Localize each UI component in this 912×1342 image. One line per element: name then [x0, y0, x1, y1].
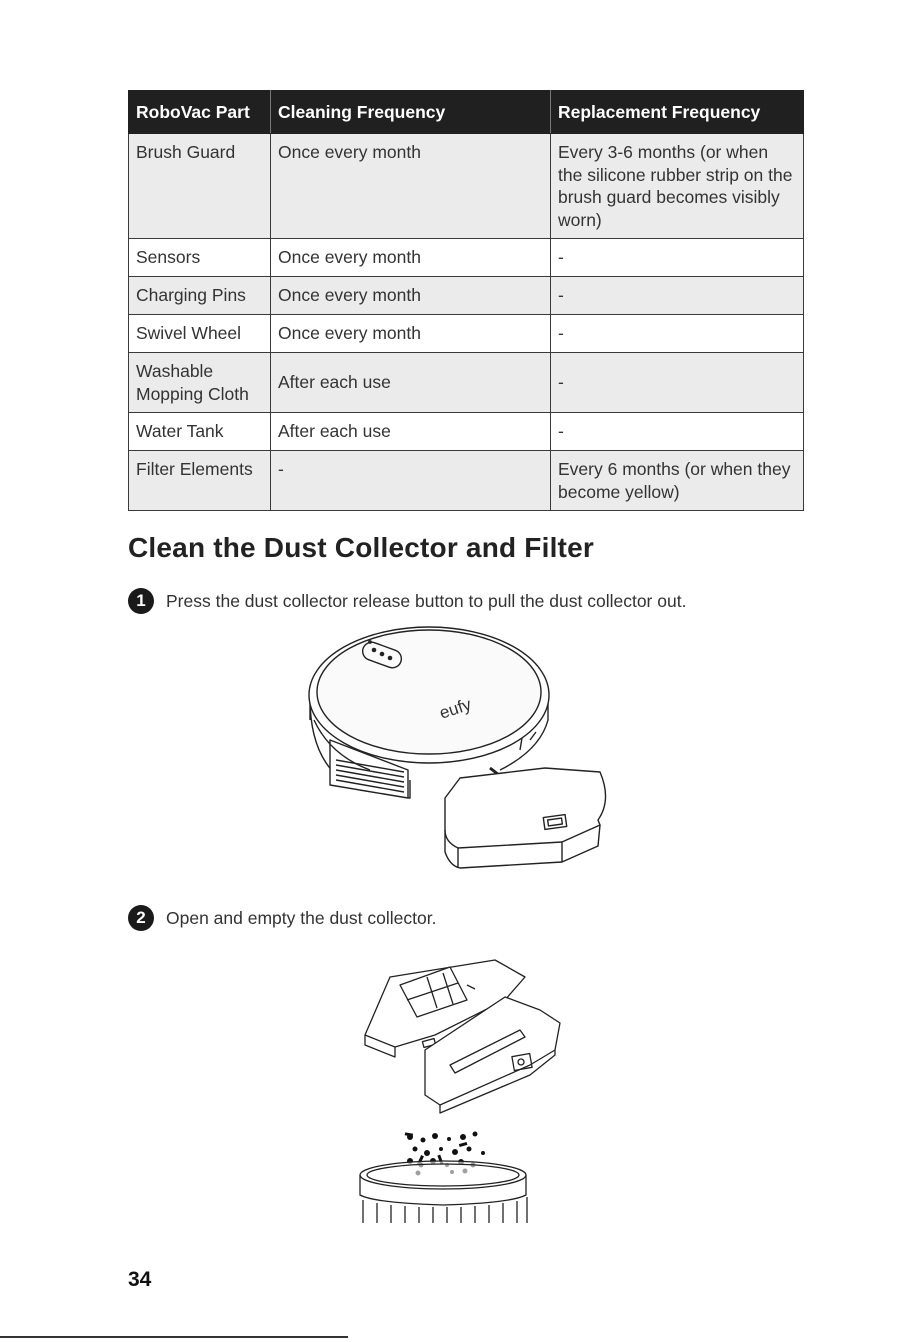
robovac-illustration — [300, 620, 620, 880]
cell-part: Filter Elements — [129, 451, 271, 511]
step-text: Open and empty the dust collector. — [166, 907, 437, 928]
step-1 — [128, 588, 686, 614]
maintenance-table — [128, 90, 804, 511]
table-row — [129, 134, 804, 239]
cell-cleaning: Once every month — [271, 134, 551, 239]
page-number: 34 — [128, 1268, 152, 1291]
cell-replacement: - — [551, 315, 804, 353]
cell-part: Swivel Wheel — [129, 315, 271, 353]
cell-part: Sensors — [129, 239, 271, 277]
cell-part: Brush Guard — [129, 134, 271, 239]
cell-cleaning: - — [271, 451, 551, 511]
step-2 — [128, 905, 436, 931]
table-row — [129, 413, 804, 451]
step-number-badge: 2 — [128, 905, 154, 931]
cell-part: Water Tank — [129, 413, 271, 451]
step-number-badge: 1 — [128, 588, 154, 614]
header-replacement-frequency: Replacement Frequency — [551, 91, 804, 134]
table-header-row — [129, 91, 804, 134]
section-title: Clean the Dust Collector and Filter — [128, 532, 594, 563]
open-dust-collector-illustration — [355, 955, 570, 1115]
header-robovac-part: RoboVac Part — [129, 91, 271, 134]
table-row — [129, 315, 804, 353]
debris-bin-illustration — [355, 1125, 535, 1230]
cell-cleaning: After each use — [271, 353, 551, 413]
table-row — [129, 239, 804, 277]
cell-replacement: Every 6 months (or when they become yellow) — [551, 451, 804, 511]
cell-replacement: - — [551, 277, 804, 315]
cell-replacement: - — [551, 353, 804, 413]
cell-cleaning: Once every month — [271, 277, 551, 315]
brand-logo-text: eufy — [437, 694, 474, 723]
table-row — [129, 277, 804, 315]
table-row — [129, 353, 804, 413]
step-text: Press the dust collector release button to pull the dust collector out. — [166, 590, 687, 611]
cell-replacement: - — [551, 239, 804, 277]
table-row — [129, 451, 804, 511]
cell-replacement: Every 3-6 months (or when the silicone rubber strip on the brush guard becomes visibly worn) — [551, 134, 804, 239]
cell-part: Charging Pins — [129, 277, 271, 315]
page-footer-rule — [0, 1336, 348, 1338]
cell-replacement: - — [551, 413, 804, 451]
cell-cleaning: Once every month — [271, 239, 551, 277]
header-cleaning-frequency: Cleaning Frequency — [271, 91, 551, 134]
cell-cleaning: Once every month — [271, 315, 551, 353]
cell-part: Washable Mopping Cloth — [129, 353, 271, 413]
cell-cleaning: After each use — [271, 413, 551, 451]
